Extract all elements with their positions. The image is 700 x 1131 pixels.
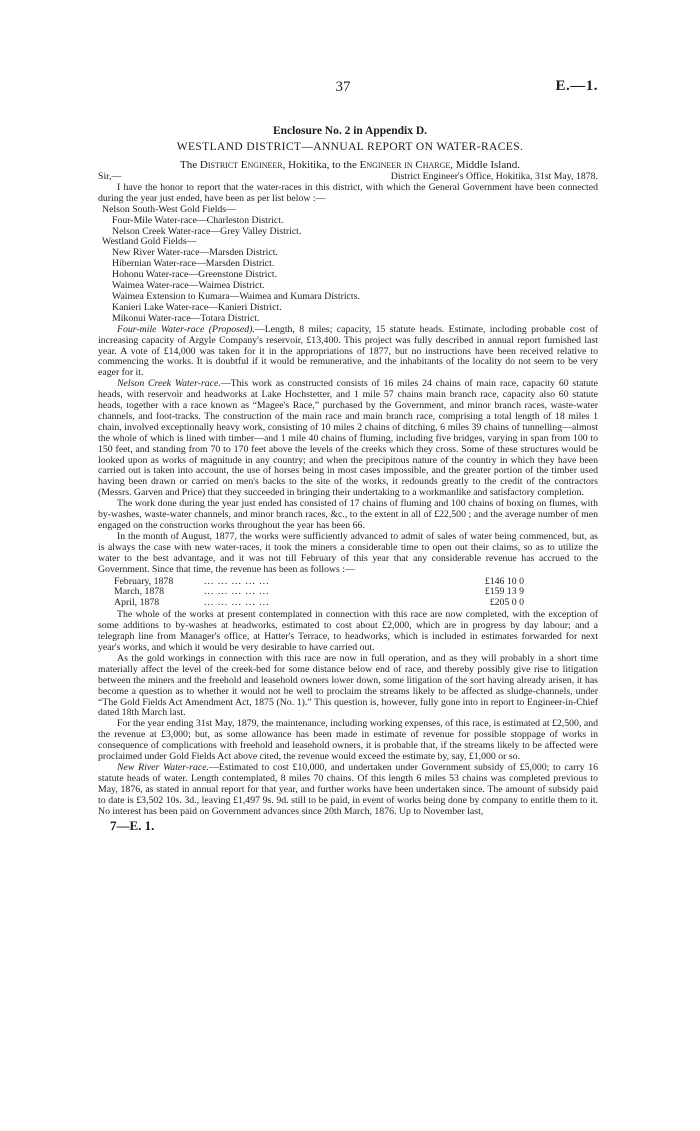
race-item: New River Water-race—Marsden District. [112,247,278,259]
race-item: Waimea Water-race—Waimea District. [112,280,265,292]
race-item: Four-Mile Water-race—Charleston District. [112,214,284,226]
section-heading: Four-mile Water-race (Proposed). [117,323,255,335]
nelson-creek-paragraph: Nelson Creek Water-race.—This work as constructed consists of 16 miles 24 chains of main race, capacity 60 statute heads, with reservoir and headworks at Lake Hochstetter, and 1 mile 57 chains main branch race, capacity also 60 statute heads, together with a race known as “Magee's Race,” purchased by the Government, and minor branch races, waste-water channels, and foot-tracks. The construction of the main race and main branch race, comprising a total length of 18 miles 1 chain, involved exceptionally heavy work, consisting of 10 miles 2 chains of ditching, 6 miles 39 chains of tunnelling—almost the whole of which is lined with timber—and 1 mile 40 chains of fluming, including five bridges, varying in span from 100 to 150 feet, and standing from 70 to 170 feet above the levels of the creeks which they cross. Some of these structures would be looked upon as works of magnitude in any country; and when the precipitous nature of the country in which they have been carried out is taken into account, the use of horses being in most cases impossible, and the greater portion of the timber used having been drawn or carried on men's backs to the site of the works, it redounds greatly to the credit of the contractors (Messrs. Garven and Price) that they succeeded in bringing their undertaking to a workmanlike and satisfactory completion. [98,378,599,499]
intro-paragraph: I have the honor to report that the water-races in this district, with which the General Government have been connected during the year just ended, have been as per list below :— [98,181,598,204]
race-group-heading: Westland Gold Fields— [102,236,197,248]
report-body [98,172,598,832]
race-item: Nelson Creek Water-race—Grey Valley District. [112,225,302,237]
revenue-month: April, 1878 [114,597,160,609]
race-item: Mikonui Water-race—Totara District. [112,312,260,324]
dot-leader: ... ... ... ... ... [204,587,270,598]
table-row [114,598,524,609]
four-mile-paragraph: Four-mile Water-race (Proposed).—Length, 8 miles; capacity, 15 statute heads. Estimate, including probable cost of increasing capacity of Argyle Company's reservoir, £13,400. This project was fully described in annual report furnished last year. A vote of £14,000 was taken for it in the appropriations of 1877, but no instructions have been received relative to commencing the works. It is doubtful if it would be remunerative, and the inhabitants of the locality do not seem to be very eager for it. [98,323,598,379]
dot-leader: ... ... ... ... ... [204,576,270,587]
revenue-table [114,577,524,610]
salutation: Sir,— [98,171,122,182]
enclosure-heading: Enclosure No. 2 in Appendix D. [272,125,428,137]
revenue-amount: £146 10 0 [484,575,524,587]
whole-works-paragraph: The whole of the works at present contemplated in connection with this race are now completed, with the exception of some additions to by-washes at headworks, estimated to cost about £2,000, which are in progress by day labour; and a telegraph line from Manager's office, at Hatter's Terrace, to headworks, which is included in estimates forwarded for next year's works, and which it would be very desirable to have carried out. [98,609,598,653]
august-paragraph: In the month of August, 1877, the works were sufficiently advanced to admit of sales of water being commenced, but, as is always the case with new water-races, it took the miners a considerable time to open out their claims, so as to utilize the water to the best advantage, and it was not till February of this year that any considerable revenue has accrued to the Government. Since that time, the revenue has been as follows :— [98,530,598,575]
race-group-heading: Nelson South-West Gold Fields— [102,203,236,215]
report-subtitle: The District Engineer, Hokitika, to the Engineer in Charge, Middle Island. [180,159,520,171]
sender-address: District Engineer's Office, Hokitika, 31st May, 1878. [390,171,598,182]
year-1879-paragraph: For the year ending 31st May, 1879, the maintenance, including working expenses, of this race, is estimated at £2,500, and the revenue at £3,000; but, as some allowance has been made in estimate of revenue for possible stoppage of works in consequence of complications with freehold and leasehold owners, it is probable that, if the streams likely to be affected were proclaimed under Gold Fields Act above cited, the revenue would exceed the estimate by, say, £1,000 or so. [98,718,598,763]
signature-mark: 7—E. 1. [110,818,155,834]
report-title: WESTLAND DISTRICT—ANNUAL REPORT ON WATER-RACES. [176,141,524,153]
page-number: 37 [335,79,351,95]
document-reference: E.—1. [555,78,598,94]
gold-workings-paragraph: As the gold workings in connection with this race are now in full operation, and as they will probably in a short time materially affect the level of the creek-bed for some distance below end of race, and thereby possibly give rise to litigation between the miners and the freehold and leasehold owners lower down, some litigation of the sort having already arisen, it has become a question as to whether it would not be well to proclaim the streams likely to be affected as sludge-channels, under “The Gold Fields Act Amendment Act, 1875 (No. 1).” This question is, however, fully gone into in report to Engineer-in-Chief dated 18th March last. [98,652,598,719]
revenue-month: March, 1878 [114,586,165,598]
work-done-paragraph: The work done during the year just ended has consisted of 17 chains of fluming and 100 chains of boxing on flumes, with by-washes, waste-water channels, and minor branch races, &c., to the extent in all of £22,500 ; and the average number of men engaged on the construction works throughout the year has been 66. [98,498,598,531]
revenue-month: February, 1878 [114,575,174,587]
race-item: Waimea Extension to Kumara—Waimea and Kumara Districts. [112,290,360,302]
revenue-amount: £205 0 0 [489,597,524,609]
dot-leader: ... ... ... ... ... [204,598,270,609]
table-row [114,577,524,588]
race-item: Kanieri Lake Water-race—Kanieri District. [112,301,282,313]
new-river-paragraph: New River Water-race.—Estimated to cost £10,000, and undertaken under Government subsidy of £5,000; to carry 16 statute heads of water. Length contemplated, 8 miles 70 chains. Of this length 6 miles 53 chains was completed previous to May, 1876, as stated in annual report for that year, and further works have been undertaken since. The amount of subsidy paid to date is £3,502 10s. 3d., leaving £1,497 9s. 9d. still to be paid, in event of works being done by company to entitle them to it. No interest has been paid on Government advances since 20th March, 1876. Up to November last, [98,761,598,817]
race-item: Hohonu Water-race—Greenstone District. [112,269,278,281]
race-item: Hibernian Water-race—Marsden District. [112,258,275,270]
revenue-amount: £159 13 9 [484,586,524,598]
section-heading: New River Water-race. [117,761,209,773]
table-row [114,587,524,598]
section-heading: Nelson Creek Water-race. [117,378,221,390]
